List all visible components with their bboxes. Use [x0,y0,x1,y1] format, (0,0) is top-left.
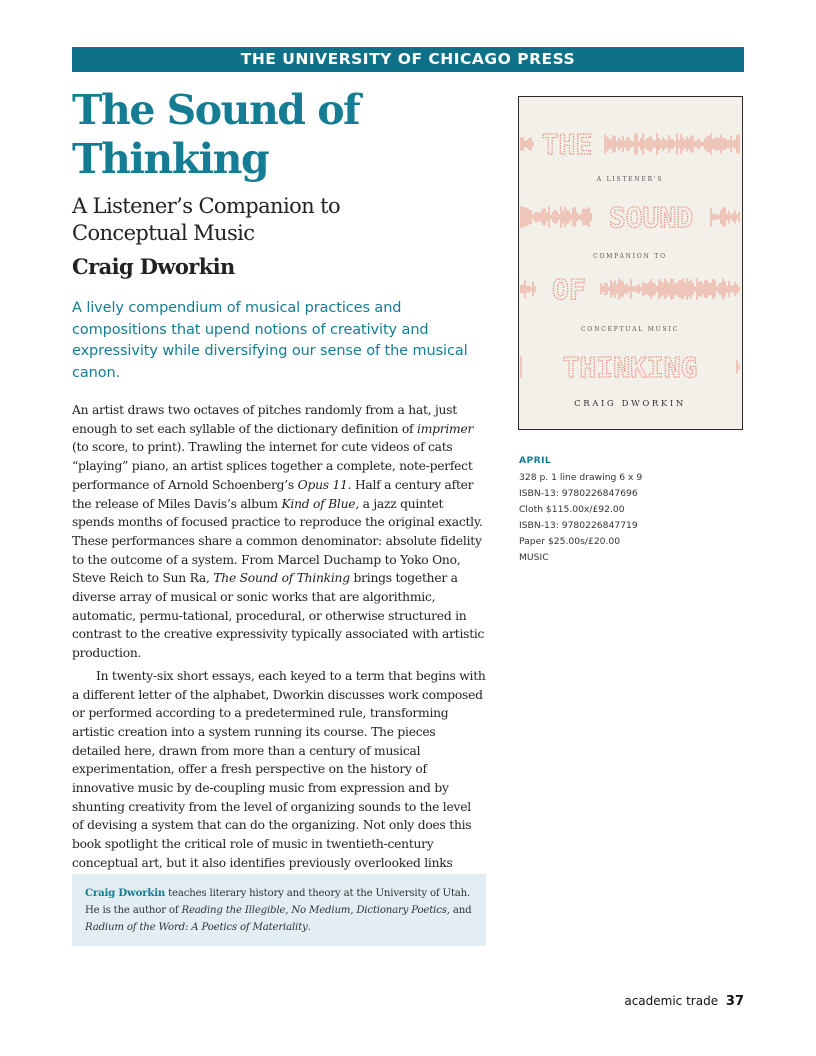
text-run: (to score, to print). Trawling the internet for cute videos of cats “playing” piano, an artist splices together a complete, note-perfect performance of Arnold Schoenberg’s [72,440,473,492]
cover-line-companion: COMPANION TO [593,253,667,260]
book-tagline: A lively compendium of musical practices and compositions that upend notions of creativity and expressivity while diversifying our sense of the musical canon. [72,300,468,381]
detail-isbn-cloth: ISBN-13: 9780226847696 [519,488,638,499]
description-paragraph-1 [72,401,486,663]
text-run: brings together a diverse array of musical or sonic works that are algorithmic, automatic, permu-tational, procedural, or otherwise structured in contrast to the creative expressivity typically associated with artistic production. [72,571,485,661]
detail-subject: MUSIC [519,552,549,563]
italic-title: Reading the Illegible, No Medium, Dictionary Poetics, [181,905,450,917]
book-title-line-1: The Sound of [72,86,360,134]
book-info [72,86,486,891]
text-run: . Half a century after the release of Miles Davis’s album [72,477,474,511]
cover-title-word-4: THINKING [562,351,698,384]
cover-title-word-3: OF [552,273,586,306]
description-paragraph-2 [72,667,486,891]
author-bio [72,874,486,946]
cover-line-conceptual: CONCEPTUAL MUSIC [581,326,679,333]
italic-title: imprimer [417,421,474,436]
book-subtitle-line-1: A Listener’s Companion to [72,194,341,218]
text-run: and [449,905,472,917]
book-title-line-2: Thinking [72,135,269,183]
italic-title: Radium of the Word: A Poetics of Materiality [85,922,308,934]
detail-cloth-price: Cloth $115.00x/£92.00 [519,504,625,515]
book-description [72,401,486,891]
footer-label: academic trade [624,994,719,1008]
cover-title-word-1: THE [541,128,593,161]
text-run: , a jazz quintet spends months of focused practice to reproduce the original exactly. These performances share a common denominator: absolute fidelity to the outcome of a system. From Marcel Duchamp to Yoko Ono, Steve Reich to Sun Ra, [72,496,483,586]
book-cover-image [518,96,743,430]
italic-title: Kind of Blue [281,496,356,511]
cover-author: CRAIG DWORKIN [574,399,686,409]
detail-paper-price: Paper $25.00s/£20.00 [519,536,621,547]
italic-title: The Sound of Thinking [213,571,350,586]
book-subtitle-line-2: Conceptual Music [72,221,255,245]
page-number: 37 [725,994,744,1009]
italic-title: Opus 11 [297,477,348,492]
bio-author-name: Craig Dworkin [85,887,166,899]
book-subtitle [72,193,486,247]
publication-details [519,453,719,566]
text-run: In twenty-six short essays, each keyed to a term that begins with a different letter of the alphabet, Dworkin discusses work composed or performed according to a predetermined rule, transforming artistic creation into a system running its course. The pieces detailed here, drawn from more than a century of musical experimentation, offer a fresh perspective on the history of innovative music by de-coupling music from expression and by shunting creativity from the level of organizing sounds to the level of devising a system that can do the organizing. Not only does this book spotlight the critical role of music in twentieth-century conceptual art, but it also identifies previously overlooked links [72,668,486,870]
cover-line-listener: A LISTENER’S [596,176,664,183]
page-footer [624,994,744,1009]
text-run: . [307,922,311,934]
book-author: Craig Dworkin [72,254,235,279]
publication-month: APRIL [519,455,552,466]
text-run: teaches literary history and theory at the University of Utah. He is the author of [85,888,471,917]
cover-art [519,97,742,429]
cover-title-word-2: SOUND [608,201,694,234]
detail-pages: 328 p. 1 line drawing 6 x 9 [519,472,643,483]
publisher-banner: THE UNIVERSITY OF CHICAGO PRESS [72,47,744,72]
book-title [72,86,486,184]
detail-isbn-paper: ISBN-13: 9780226847719 [519,520,638,531]
text-run: An artist draws two octaves of pitches randomly from a hat, just enough to set each syllable of the dictionary definition of [72,403,457,436]
